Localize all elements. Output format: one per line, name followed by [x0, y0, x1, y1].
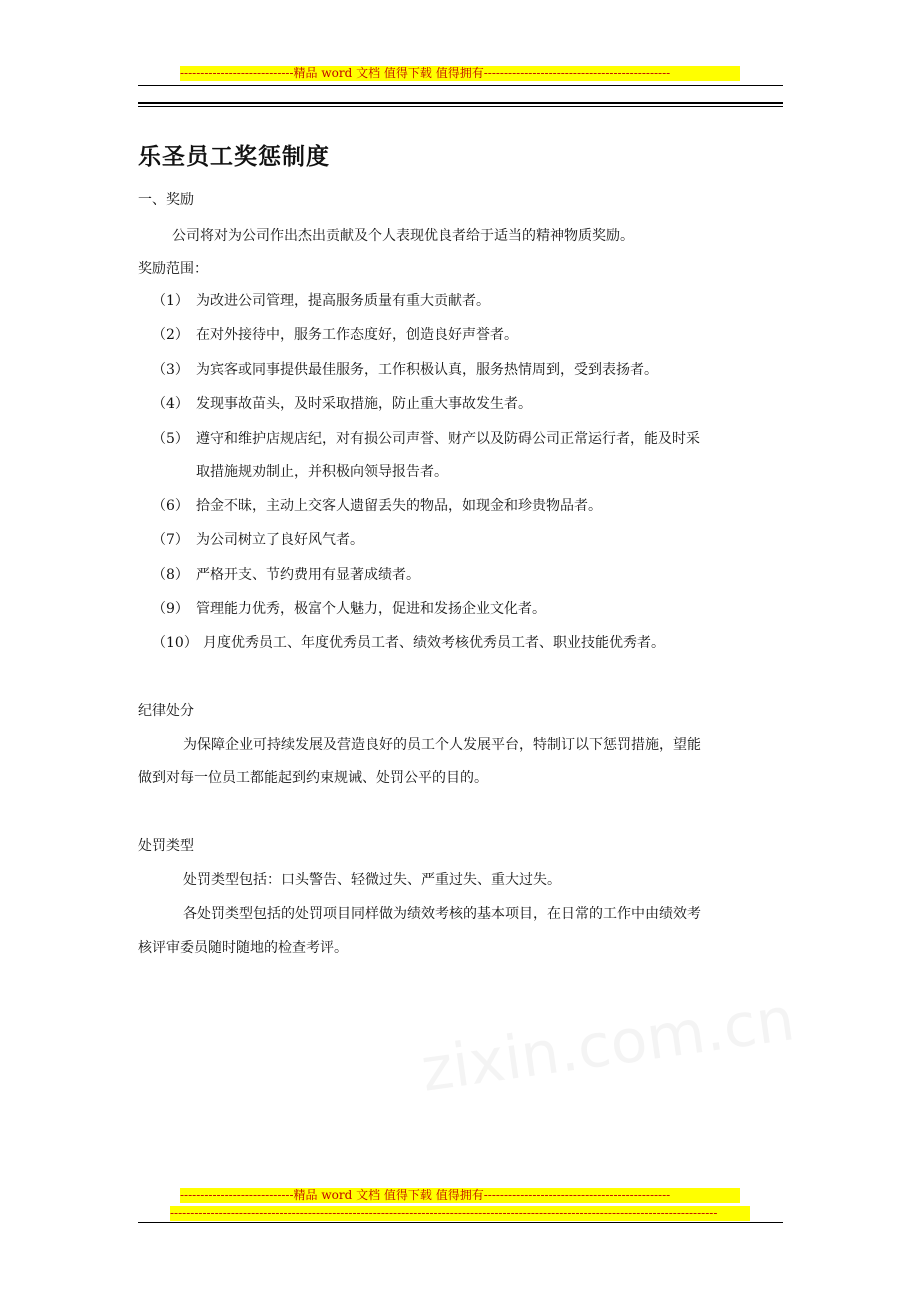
list-item-number: （5）	[152, 431, 189, 447]
discipline-paragraph-line2: 做到对每一位员工都能起到约束规诫、处罚公平的目的。	[138, 770, 488, 786]
header-banner: ----------------------------精品 word 文档 值得下载 值得拥有----------------------------------------------	[180, 66, 740, 81]
list-item: 发现事故苗头，及时采取措施，防止重大事故发生者。	[196, 396, 532, 412]
list-item: 遵守和维护店规店纪，对有损公司声誉、财产以及防碍公司正常运行者，能及时采	[196, 431, 700, 447]
section-heading-discipline: 纪律处分	[138, 703, 194, 719]
header-rule-double-bottom	[138, 106, 783, 107]
page-title: 乐圣员工奖惩制度	[138, 144, 330, 170]
list-item-number: （10）	[152, 635, 198, 651]
list-item-number: （9）	[152, 601, 189, 617]
footer-rule	[138, 1222, 783, 1223]
list-item: 月度优秀员工、年度优秀员工者、绩效考核优秀员工者、职业技能优秀者。	[203, 635, 665, 651]
watermark	[417, 984, 799, 1106]
section-heading-penalty-types: 处罚类型	[138, 838, 194, 854]
section-heading-rewards: 一、奖励	[138, 192, 194, 208]
footer-dash-line: ---------------------------------------------------------------------------------------------------------------------------------------	[170, 1206, 750, 1221]
penalty-items-paragraph-line1: 各处罚类型包括的处罚项目同样做为绩效考核的基本项目，在日常的工作中由绩效考	[183, 906, 701, 922]
list-item: 为宾客或同事提供最佳服务，工作积极认真，服务热情周到，受到表扬者。	[196, 362, 658, 378]
penalty-items-paragraph-line2: 核评审委员随时随地的检查考评。	[138, 940, 348, 956]
list-item-number: （3）	[152, 362, 189, 378]
list-item: 在对外接待中，服务工作态度好，创造良好声誉者。	[196, 327, 518, 343]
rewards-intro: 公司将对为公司作出杰出贡献及个人表现优良者给于适当的精神物质奖励。	[172, 228, 634, 244]
penalty-types-paragraph: 处罚类型包括：口头警告、轻微过失、严重过失、重大过失。	[183, 872, 561, 888]
list-item-continuation: 取措施规劝制止，并积极向领导报告者。	[196, 464, 448, 480]
list-item-number: （7）	[152, 532, 189, 548]
header-rule-thin	[138, 85, 783, 86]
list-item-number: （2）	[152, 327, 189, 343]
discipline-paragraph-line1: 为保障企业可持续发展及营造良好的员工个人发展平台，特制订以下惩罚措施，望能	[183, 737, 701, 753]
list-item-number: （8）	[152, 567, 189, 583]
list-item-number: （1）	[152, 293, 189, 309]
rewards-scope-label: 奖励范围：	[138, 261, 208, 277]
list-item-number: （6）	[152, 498, 189, 514]
list-item: 拾金不昧，主动上交客人遗留丢失的物品，如现金和珍贵物品者。	[196, 498, 602, 514]
list-item: 严格开支、节约费用有显著成绩者。	[196, 567, 420, 583]
header-rule-double-top	[138, 102, 783, 104]
footer-banner: ----------------------------精品 word 文档 值得下载 值得拥有----------------------------------------------	[180, 1188, 740, 1203]
list-item: 为改进公司管理，提高服务质量有重大贡献者。	[196, 293, 490, 309]
list-item: 管理能力优秀，极富个人魅力，促进和发扬企业文化者。	[196, 601, 546, 617]
list-item-number: （4）	[152, 396, 189, 412]
list-item: 为公司树立了良好风气者。	[196, 532, 364, 548]
